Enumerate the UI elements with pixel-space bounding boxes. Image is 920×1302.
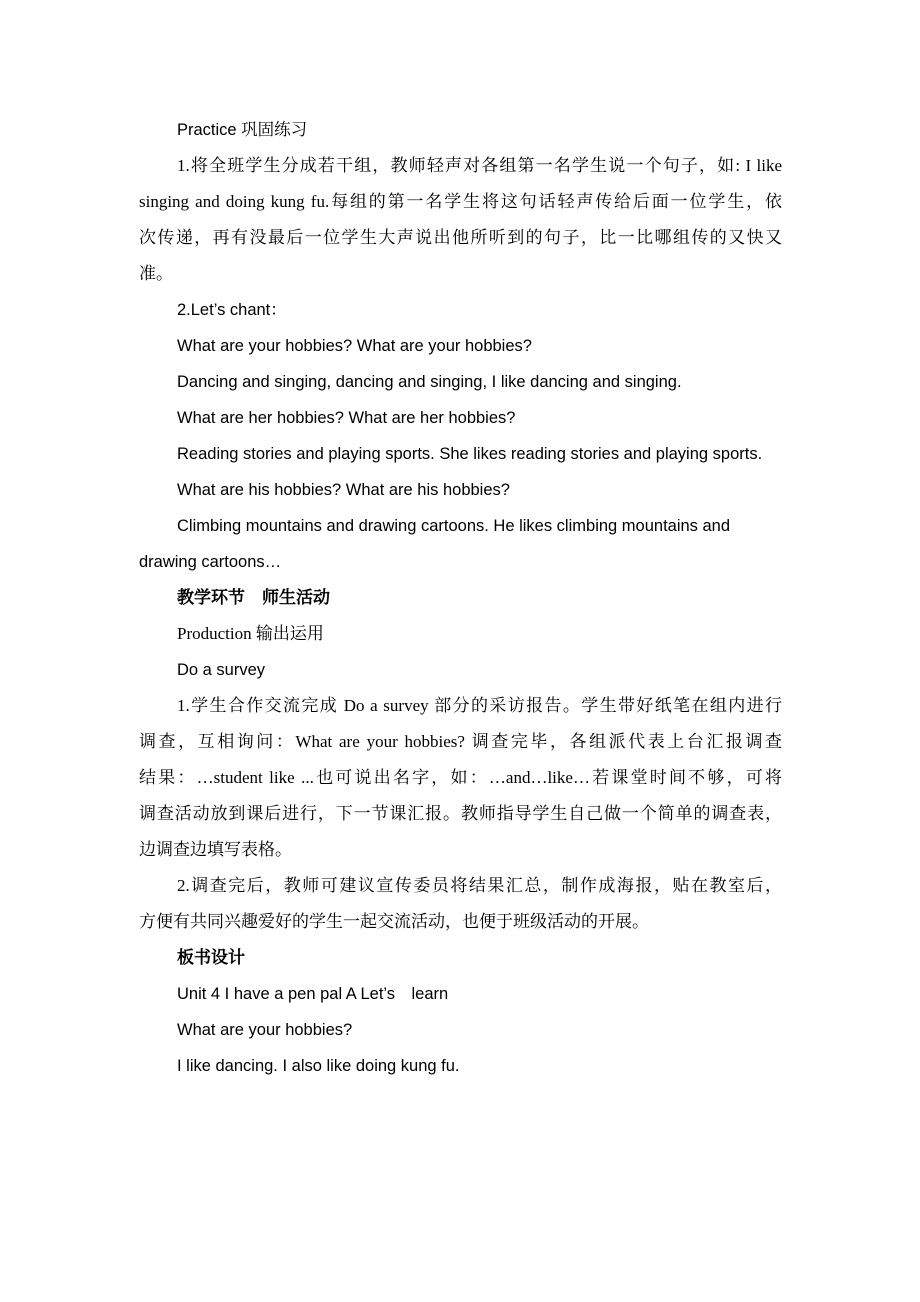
practice-item1-line: 次传递，再有没最后一位学生大声说出他所听到的句子，比一比哪组传的又快又 [139,228,782,247]
production-item1-line: 结果：…student like ...也可说出名字，如：…and…like…若课堂时间不够，可将 [139,768,782,787]
production-item1-line: 1.学生合作交流完成 Do a survey 部分的采访报告。学生带好纸笔在组内进行 [177,696,782,715]
practice-item1-line: singing and doing kung fu.每组的第一名学生将这句话轻声传给后面一位学生，依 [139,192,782,211]
production-item1-line: 边调查边填写表格。 [139,840,292,859]
production-item1-line: 调查，互相询问：What are your hobbies? 调查完毕，各组派代表上台汇报调查 [139,732,782,751]
production-heading: Production 输出运用 [177,624,324,643]
production-item2-line: 2.调查完后，教师可建议宣传委员将结果汇总，制作成海报，贴在教室后， [177,876,782,895]
board-line: What are your hobbies? [177,1021,353,1039]
production-subheading: Do a survey [177,661,266,679]
document-page [139,118,782,1090]
chant-line: Dancing and singing, dancing and singing, I like dancing and singing. [177,373,682,391]
practice-heading: Practice 巩固练习 [177,121,308,139]
board-line: Unit 4 I have a pen pal A Let’s learn [177,985,449,1003]
chant-line: What are your hobbies? What are your hobbies? [177,337,532,355]
chant-line: What are her hobbies? What are her hobbies? [177,409,516,427]
production-item1-line: 调查活动放到课后进行，下一节课汇报。教师指导学生自己做一个简单的调查表， [139,804,782,823]
chant-line: What are his hobbies? What are his hobbies? [177,481,510,499]
practice-item1-line: 准。 [139,264,173,283]
chant-line: drawing cartoons… [139,553,282,571]
practice-item2-title: 2.Let’s chant： [177,301,287,319]
section-title: 教学环节 师生活动 [177,588,330,607]
production-item2-line: 方便有共同兴趣爱好的学生一起交流活动，也便于班级活动的开展。 [139,912,649,931]
chant-line: Climbing mountains and drawing cartoons. He likes climbing mountains and [177,517,731,535]
board-heading: 板书设计 [177,948,245,967]
chant-line: Reading stories and playing sports. She likes reading stories and playing sports. [177,445,763,463]
practice-item1-line: 1.将全班学生分成若干组，教师轻声对各组第一名学生说一个句子，如: I like [177,156,782,175]
board-line: I like dancing. I also like doing kung fu. [177,1057,460,1075]
